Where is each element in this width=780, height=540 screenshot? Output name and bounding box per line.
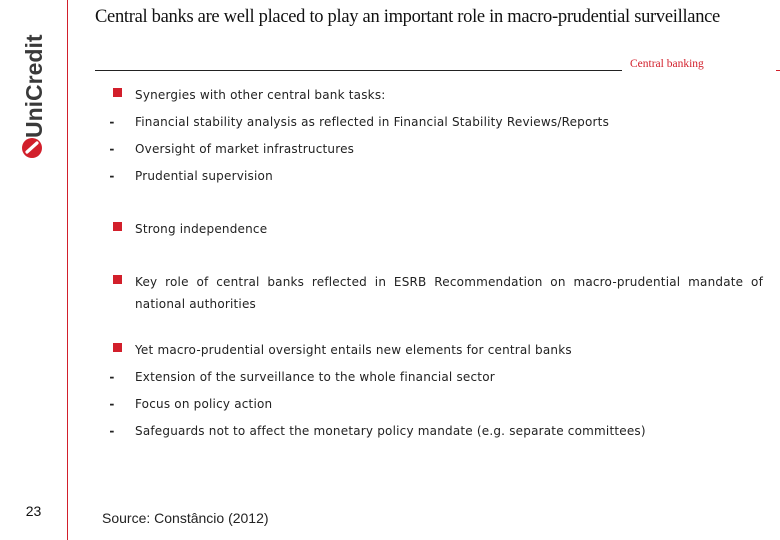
bullet-item xyxy=(113,82,763,109)
edge-mark xyxy=(776,70,780,71)
sub-bullet-text: Extension of the surveillance to the whole financial sector xyxy=(135,370,495,384)
sub-bullet-item xyxy=(109,109,763,136)
dash-icon: - xyxy=(109,370,115,384)
bullet-item xyxy=(113,269,763,315)
bullet-item xyxy=(113,216,763,243)
dash-icon: - xyxy=(109,397,115,411)
dash-icon: - xyxy=(109,424,115,438)
sub-bullet-item xyxy=(109,163,763,190)
sub-bullet-text: Focus on policy action xyxy=(135,397,273,411)
bullet-square-icon xyxy=(113,275,122,284)
source-note: Source: Constâncio (2012) xyxy=(102,510,269,526)
sub-bullet-text: Financial stability analysis as reflected in Financial Stability Reviews/Reports xyxy=(135,115,610,129)
bullet-text: Key role of central banks reflected in ESRB Recommendation on macro-prudential mandate of national authorities xyxy=(135,275,763,311)
sub-bullet-item xyxy=(109,418,763,445)
title-rule xyxy=(95,70,622,71)
sub-bullet-item xyxy=(109,136,763,163)
unicredit-logo xyxy=(0,20,67,160)
dash-icon: - xyxy=(109,115,115,129)
bullet-square-icon xyxy=(113,88,122,97)
logo-wordmark: UniCredit xyxy=(21,34,47,138)
logo-symbol-icon xyxy=(22,138,42,158)
page-number: 23 xyxy=(25,503,42,519)
sub-bullet-text: Oversight of market infrastructures xyxy=(135,142,355,156)
sub-bullet-text: Safeguards not to affect the monetary policy mandate (e.g. separate committees) xyxy=(135,424,646,438)
slide-title: Central banks are well placed to play an important role in macro-prudential surveillance xyxy=(95,7,720,27)
sub-bullet-item xyxy=(109,364,763,391)
bullet-item xyxy=(113,337,763,364)
sub-bullet-item xyxy=(109,391,763,418)
bullet-square-icon xyxy=(113,343,122,352)
dash-icon: - xyxy=(109,169,115,183)
bullet-text: Yet macro-prudential oversight entails new elements for central banks xyxy=(135,343,572,357)
bullet-square-icon xyxy=(113,222,122,231)
bullet-content xyxy=(109,82,763,445)
sub-bullet-text: Prudential supervision xyxy=(135,169,273,183)
bullet-text: Synergies with other central bank tasks: xyxy=(135,88,386,102)
dash-icon: - xyxy=(109,142,115,156)
bullet-text: Strong independence xyxy=(135,222,268,236)
section-label: Central banking xyxy=(630,58,704,70)
